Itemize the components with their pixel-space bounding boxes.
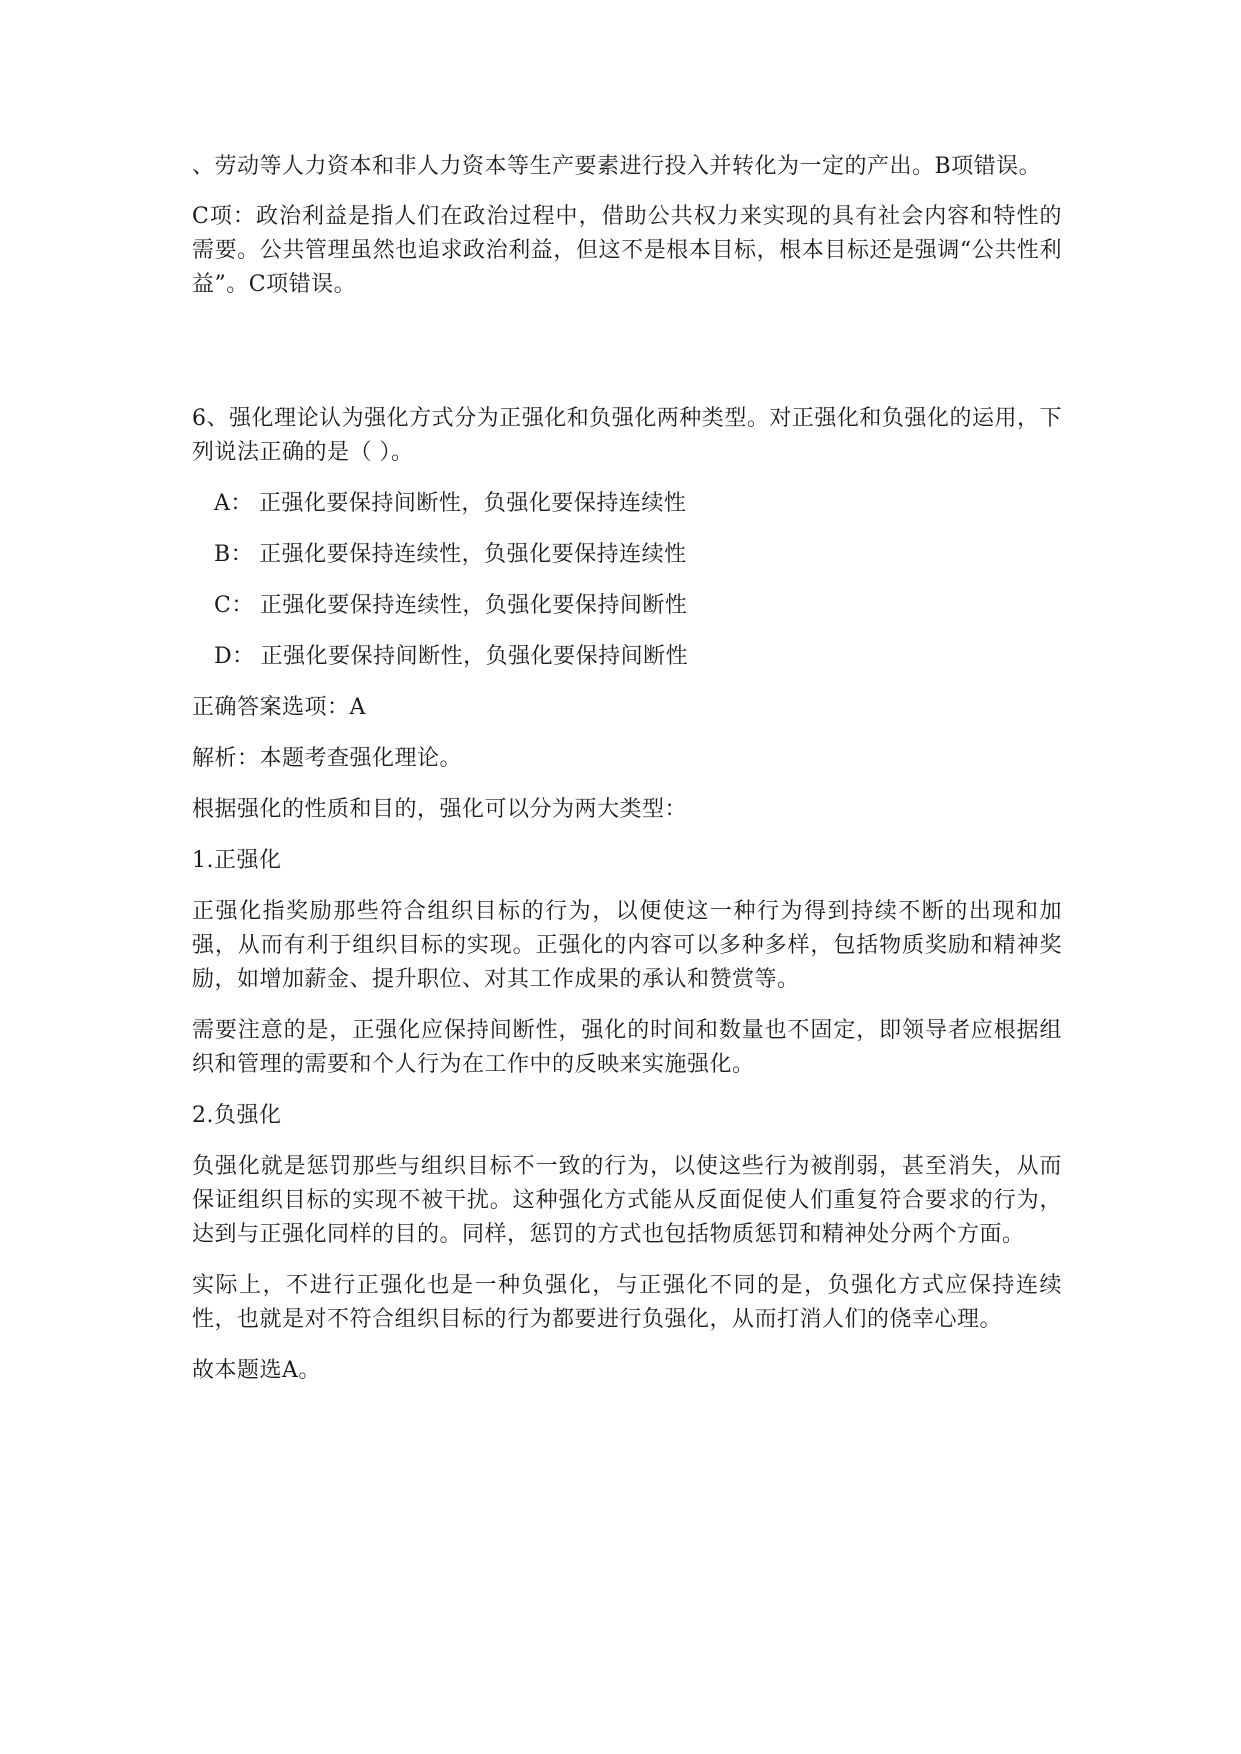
option-d <box>192 640 1062 674</box>
paragraph-positive-2: 需要注意的是，正强化应保持间断性，强化的时间和数量也不固定，即领导者应根据组织和管理的需要和个人行为在工作中的反映来实施强化。 <box>192 1018 1062 1077</box>
question-stem: 6、强化理论认为强化方式分为正强化和负强化两种类型。对正强化和负强化的运用，下列说法正确的是（ ）。 <box>192 406 1062 465</box>
paragraph-negative-1: 负强化就是惩罚那些与组织目标不一致的行为，以使这些行为被削弱，甚至消失，从而保证组织目标的实现不被干扰。这种强化方式能从反面促使人们重复符合要求的行为，达到与正强化同样的目的。同样，惩罚的方式也包括物质惩罚和精神处分两个方面。 <box>192 1154 1062 1247</box>
option-letter: A： <box>214 491 253 516</box>
document-page <box>192 150 1062 1388</box>
heading-positive-reinforcement: 1.正强化 <box>192 848 282 873</box>
analysis-lead: 根据强化的性质和目的，强化可以分为两大类型： <box>192 797 688 822</box>
paragraph-negative-2: 实际上，不进行正强化也是一种负强化，与正强化不同的是，负强化方式应保持连续性，也就是对不符合组织目标的行为都要进行负强化，从而打消人们的侥幸心理。 <box>192 1273 1062 1332</box>
option-letter: C： <box>214 593 254 618</box>
option-letter: B： <box>214 542 254 567</box>
option-text: 正强化要保持间断性，负强化要保持间断性 <box>260 644 689 669</box>
option-a <box>192 487 1062 521</box>
option-c <box>192 589 1062 623</box>
option-text: 正强化要保持间断性，负强化要保持连续性 <box>258 491 687 516</box>
analysis-intro: 解析：本题考查强化理论。 <box>192 746 463 771</box>
prev-c-item: C项：政治利益是指人们在政治过程中，借助公共权力来实现的具有社会内容和特性的需要。公共管理虽然也追求政治利益，但这不是根本目标，根本目标还是强调“公共性利益”。C项错误。 <box>192 204 1062 297</box>
correct-answer: 正确答案选项：A <box>192 695 366 720</box>
option-text: 正强化要保持连续性，负强化要保持间断性 <box>259 593 688 618</box>
option-b <box>192 538 1062 572</box>
option-text: 正强化要保持连续性，负强化要保持连续性 <box>259 542 687 567</box>
prev-b-continuation: 、劳动等人力资本和非人力资本等生产要素进行投入并转化为一定的产出。B项错误。 <box>192 154 1042 179</box>
conclusion: 故本题选A。 <box>192 1358 321 1383</box>
paragraph-positive-1: 正强化指奖励那些符合组织目标的行为，以便使这一种行为得到持续不断的出现和加强，从而有利于组织目标的实现。正强化的内容可以多种多样，包括物质奖励和精神奖励，如增加薪金、提升职位、对其工作成果的承认和赞赏等。 <box>192 899 1062 992</box>
option-letter: D： <box>214 644 255 669</box>
heading-negative-reinforcement: 2.负强化 <box>192 1103 282 1128</box>
